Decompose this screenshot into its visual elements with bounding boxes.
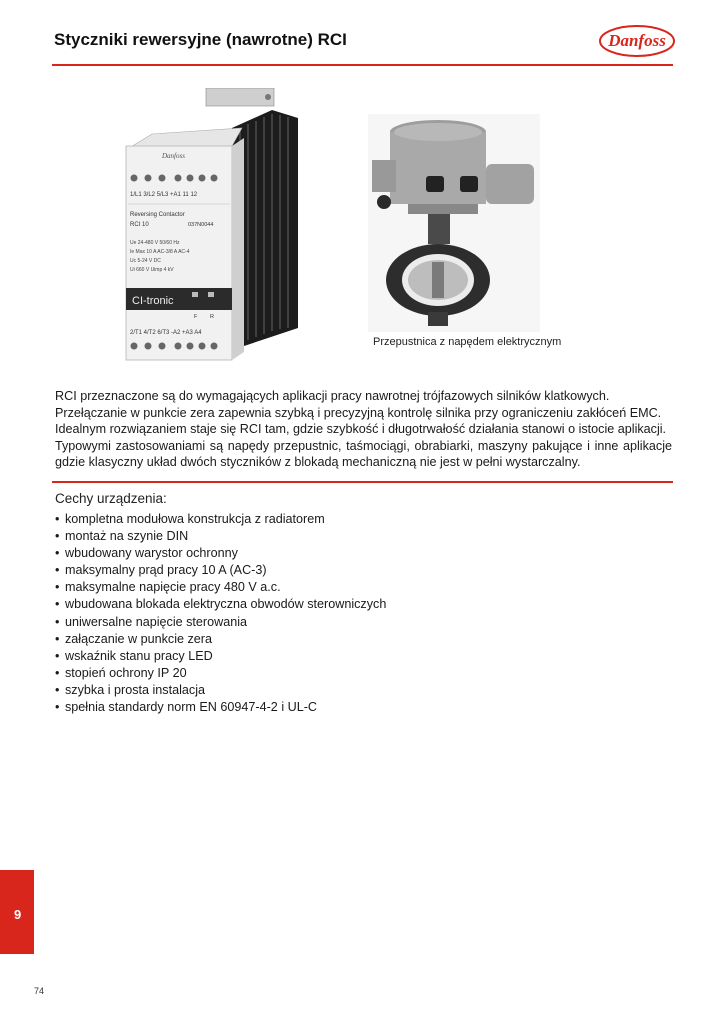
led-r-label: R (210, 314, 214, 320)
led-f-label: F (194, 314, 198, 320)
terminals-bottom-label: 2/T1 4/T2 6/T3 -A2 +A3 A4 (130, 330, 202, 336)
feature-item (55, 682, 386, 699)
feature-item (55, 631, 386, 648)
feature-text: uniwersalne napięcie sterowania (65, 614, 248, 629)
feature-text: wskaźnik stanu pracy LED (65, 648, 213, 663)
feature-item (55, 579, 386, 596)
bullet: • (55, 563, 60, 578)
bullet: • (55, 648, 60, 663)
bullet: • (55, 700, 60, 715)
feature-text: kompletna modułowa konstrukcja z radiatorem (65, 512, 325, 526)
bullet: • (55, 529, 60, 544)
section-rule (52, 481, 673, 483)
bullet: • (55, 682, 60, 697)
intro-paragraph: Idealnym rozwiązaniem staje się RCI tam, gdzie szybkość i długotrwałość działania stanowi o istocie aplikacji. (55, 422, 667, 437)
intro-paragraph: Typowymi zastosowaniami są napędy przepustnic, taśmociągi, obrabiarki, maszyny pakujące i inne aplikacje gdzie klasyczny układ dwóch styczników z blokadą mechaniczną nie jest w pełni wystarczalny. (55, 438, 672, 470)
feature-text: załączanie w punkcie zera (65, 631, 213, 646)
feature-item (55, 528, 386, 545)
bullet: • (55, 597, 60, 612)
bullet: • (55, 546, 60, 561)
bullet: • (55, 580, 60, 595)
feature-item (55, 596, 386, 613)
product-label: Reversing Contactor (130, 212, 185, 218)
bullet: • (55, 665, 60, 680)
section-tab-number: 9 (14, 907, 22, 922)
feature-text: maksymalny prąd pracy 10 A (AC-3) (65, 563, 267, 578)
feature-item (55, 545, 386, 562)
model-label: RCI 10 (130, 222, 149, 228)
spec-line-4: Ui 660 V Uimp 4 kV (130, 267, 174, 273)
page-title: Styczniki rewersyjne (nawrotne) RCI (54, 30, 347, 49)
page-number: 74 (34, 986, 45, 996)
rci-contactor-image (122, 88, 298, 364)
feature-text: wbudowana blokada elektryczna obwodów sterowniczych (65, 597, 387, 612)
spec-line-2: Ie Max 10 A AC-3/8 A AC-4 (130, 249, 190, 255)
feature-item (55, 614, 386, 631)
features-heading: Cechy urządzenia: (55, 491, 167, 506)
svg-text:Danfoss: Danfoss (162, 152, 185, 160)
feature-text: spełnia standardy norm EN 60947-4-2 i UL-C (65, 700, 317, 715)
intro-paragraph: Przełączanie w punkcie zera zapewnia szybką i precyzyjną kontrolę silnika przy ograniczeniu zakłóceń EMC. (55, 405, 662, 420)
header-rule (52, 64, 673, 66)
features-list (55, 511, 386, 716)
feature-text: szybka i prosta instalacja (65, 682, 205, 697)
feature-item (55, 562, 386, 579)
feature-text: wbudowany warystor ochronny (65, 546, 238, 561)
bullet: • (55, 631, 60, 646)
svg-text:Danfoss: Danfoss (608, 31, 666, 50)
bullet: • (55, 614, 60, 629)
valve-actuator-image (368, 114, 540, 332)
valve-caption: Przepustnica z napędem elektrycznym (373, 336, 562, 348)
feature-text: stopień ochrony IP 20 (65, 665, 187, 680)
feature-item (55, 511, 386, 528)
bullet: • (55, 512, 60, 526)
intro-paragraph: RCI przeznaczone są do wymagających aplikacji pracy nawrotnej trójfazowych silników klatkowych. (55, 389, 610, 403)
feature-item (55, 665, 386, 682)
spec-line-1: Ue 24-480 V 50/60 Hz (130, 240, 180, 246)
feature-text: maksymalne napięcie pracy 480 V a.c. (65, 580, 281, 595)
code-label: 037N0044 (188, 222, 214, 228)
feature-item (55, 699, 386, 716)
terminals-top-label: 1/L1 3/L2 5/L3 +A1 11 12 (130, 192, 198, 198)
section-tab (0, 870, 34, 954)
intro-text (55, 388, 672, 471)
feature-item (55, 648, 386, 665)
danfoss-logo (598, 22, 676, 58)
ci-tronic-label: CI-tronic (132, 295, 174, 307)
feature-text: montaż na szynie DIN (65, 529, 189, 544)
spec-line-3: Uc 5-24 V DC (130, 258, 161, 264)
